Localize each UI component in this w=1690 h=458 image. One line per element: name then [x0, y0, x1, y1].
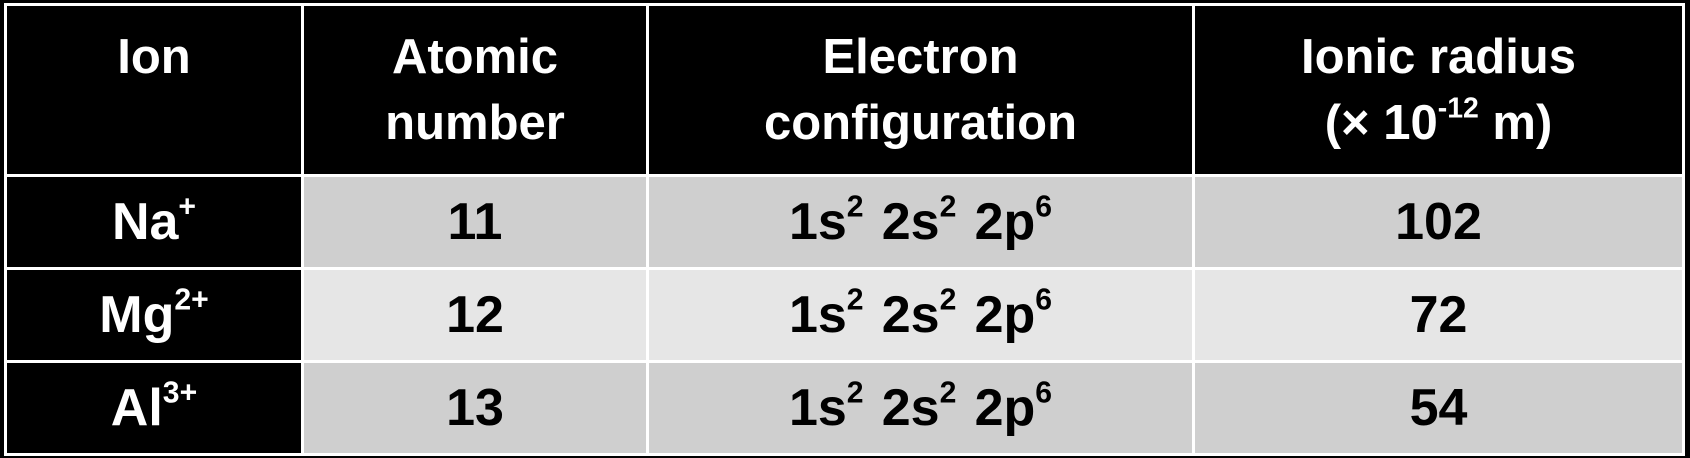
header-electron-configuration-line2: configuration — [763, 96, 1078, 150]
ion-cell — [6, 269, 303, 362]
orbital: 1s — [788, 193, 847, 251]
ion-charge: 3+ — [162, 376, 198, 410]
orbital-electrons: 2 — [939, 190, 957, 224]
orbital: 2p — [974, 379, 1036, 437]
header-atomic-number — [303, 5, 648, 176]
orbital: 1s — [788, 286, 847, 344]
electron-configuration-cell — [648, 362, 1194, 455]
table-header-row — [6, 5, 1684, 176]
electron-configuration-cell — [648, 176, 1194, 269]
ion-symbol: Mg — [99, 286, 175, 344]
header-electron-configuration-line1: Electron — [822, 30, 1019, 84]
orbital: 1s — [788, 379, 847, 437]
header-ionic-radius-line1: Ionic radius — [1300, 30, 1576, 84]
table-row — [6, 362, 1684, 455]
ionic-radius-cell: 102 — [1194, 176, 1684, 269]
header-ionic-radius-unit-post: m) — [1478, 96, 1553, 150]
ion-charge: 2+ — [174, 283, 209, 317]
ionic-radius-cell: 54 — [1194, 362, 1684, 455]
ion-table-container — [4, 3, 1682, 453]
ion-charge: + — [178, 190, 197, 224]
electron-configuration-cell — [648, 269, 1194, 362]
ionic-radius-cell: 72 — [1194, 269, 1684, 362]
orbital-electrons: 2 — [846, 190, 864, 224]
header-ion — [6, 5, 303, 176]
orbital-electrons: 2 — [846, 376, 864, 410]
orbital: 2p — [974, 286, 1036, 344]
ion-cell — [6, 362, 303, 455]
orbital-electrons: 2 — [846, 283, 864, 317]
header-ionic-radius-unit-pre: (× 10 — [1324, 96, 1438, 150]
header-ion-label: Ion — [117, 30, 191, 84]
orbital-electrons: 6 — [1035, 190, 1053, 224]
table-row — [6, 176, 1684, 269]
atomic-number-cell: 13 — [303, 362, 648, 455]
header-atomic-number-line2: number — [385, 96, 565, 150]
atomic-number-cell: 11 — [303, 176, 648, 269]
orbital-electrons: 2 — [939, 283, 957, 317]
header-ionic-radius-line2 — [1195, 90, 1682, 156]
ion-data-table — [4, 3, 1685, 456]
table-row — [6, 269, 1684, 362]
atomic-number-cell: 12 — [303, 269, 648, 362]
orbital: 2s — [881, 286, 940, 344]
header-electron-configuration — [648, 5, 1194, 176]
orbital-electrons: 6 — [1035, 283, 1053, 317]
ion-symbol: Na — [111, 193, 179, 251]
orbital-electrons: 2 — [939, 376, 957, 410]
header-ionic-radius-exponent: -12 — [1437, 92, 1479, 125]
header-atomic-number-line1: Atomic — [391, 30, 559, 84]
orbital: 2s — [881, 193, 940, 251]
ion-symbol: Al — [110, 379, 163, 437]
orbital: 2p — [974, 193, 1036, 251]
header-ionic-radius — [1194, 5, 1684, 176]
header-ion-line2 — [7, 90, 301, 156]
orbital-electrons: 6 — [1035, 376, 1053, 410]
orbital: 2s — [881, 379, 940, 437]
ion-cell — [6, 176, 303, 269]
